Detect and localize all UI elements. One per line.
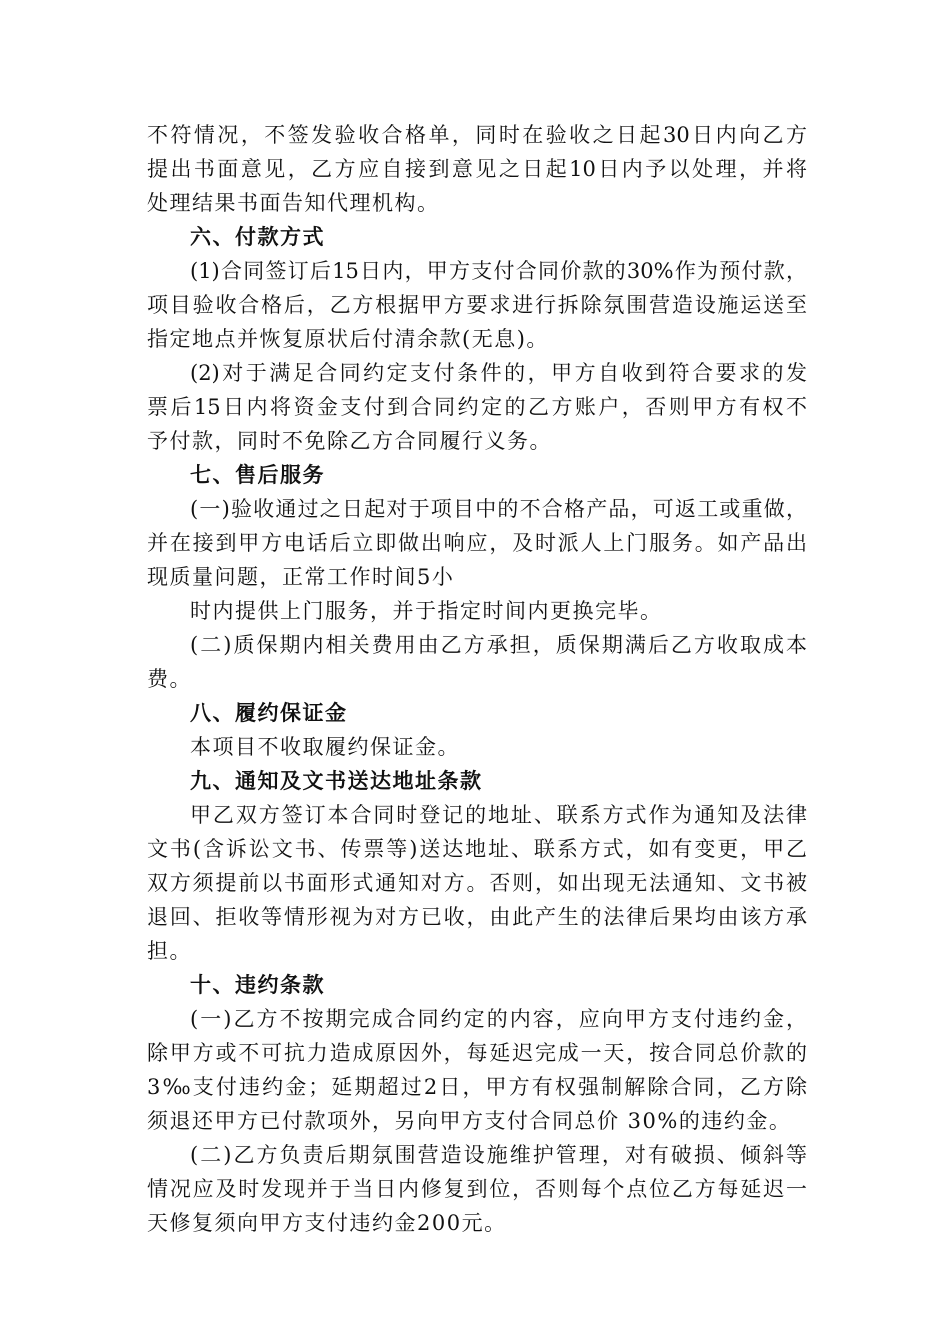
body-text-line: 3‰支付违约金；延期超过2日，甲方有权强制解除合同，乙方除: [147, 1075, 807, 1099]
body-text-line: 本项目不收取履约保证金。: [190, 735, 460, 759]
body-text-line: (一)乙方不按期完成合同约定的内容，应向甲方支付违约金，: [190, 1007, 807, 1031]
body-text-line: 费。: [147, 667, 192, 691]
body-text-line: 处理结果书面告知代理机构。: [147, 191, 440, 215]
body-text-line: 现质量问题，正常工作时间5小: [147, 565, 455, 589]
body-text-line: 票后15日内将资金支付到合同约定的乙方账户，否则甲方有权不: [147, 395, 807, 419]
body-text-line: 提出书面意见，乙方应自接到意见之日起10日内予以处理，并将: [147, 157, 807, 181]
body-text-line: 天修复须向甲方支付违约金200元。: [147, 1211, 507, 1235]
body-text-line: 退回、拒收等情形视为对方已收，由此产生的法律后果均由该方承: [147, 905, 807, 929]
body-text-line: 双方须提前以书面形式通知对方。否则，如出现无法通知、文书被: [147, 871, 807, 895]
body-text-line: (2)对于满足合同约定支付条件的，甲方自收到符合要求的发: [190, 361, 807, 385]
body-text-line: 情况应及时发现并于当日内修复到位，否则每个点位乙方每延迟一: [147, 1177, 807, 1201]
section-heading-notice-address: 九、通知及文书送达地址条款: [190, 768, 483, 793]
section-heading-after-sales: 七、售后服务: [190, 462, 325, 487]
body-text-line: (1)合同签订后15日内，甲方支付合同价款的30%作为预付款，: [190, 259, 807, 283]
body-text-line: 须退还甲方已付款项外，另向甲方支付合同总价 30%的违约金。: [147, 1109, 792, 1133]
section-heading-payment: 六、付款方式: [190, 224, 325, 249]
section-heading-breach: 十、违约条款: [190, 972, 325, 997]
body-text-line: 不符情况，不签发验收合格单，同时在验收之日起30日内向乙方: [147, 123, 807, 147]
body-text-line: 担。: [147, 939, 192, 963]
section-heading-performance-bond: 八、履约保证金: [190, 700, 348, 725]
body-text-line: (二)乙方负责后期氛围营造设施维护管理，对有破损、倾斜等: [190, 1143, 807, 1167]
body-text-line: 除甲方或不可抗力造成原因外，每延迟完成一天，按合同总价款的: [147, 1041, 807, 1065]
body-text-line: 文书(含诉讼文书、传票等)送达地址、联系方式，如有变更，甲乙: [147, 837, 807, 861]
body-text-line: 项目验收合格后，乙方根据甲方要求进行拆除氛围营造设施运送至: [147, 293, 807, 317]
body-text-line: 甲乙双方签订本合同时登记的地址、联系方式作为通知及法律: [190, 803, 807, 827]
body-text-line: 并在接到甲方电话后立即做出响应，及时派人上门服务。如产品出: [147, 531, 807, 555]
body-text-line: 指定地点并恢复原状后付清余款(无息)。: [147, 327, 549, 351]
body-text-line: (一)验收通过之日起对于项目中的不合格产品，可返工或重做，: [190, 497, 807, 521]
body-text-line: 予付款，同时不免除乙方合同履行义务。: [147, 429, 552, 453]
body-text-line: 时内提供上门服务，并于指定时间内更换完毕。: [190, 599, 663, 623]
body-text-line: (二)质保期内相关费用由乙方承担，质保期满后乙方收取成本: [190, 633, 807, 657]
